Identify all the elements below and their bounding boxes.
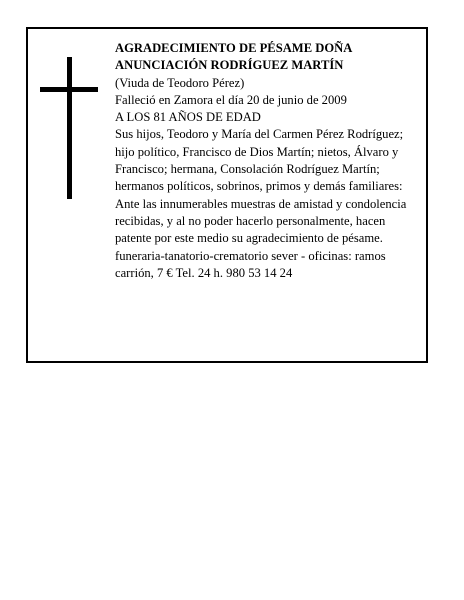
family-list: Sus hijos, Teodoro y María del Carmen Pérez Rodríguez; hijo político, Francisco de Dios Martín; nietos, Álvaro y Francisco; hermana, Consolación Rodríguez Martín; hermanos políticos, sobrinos, primos y demás familiares: — [115, 127, 404, 194]
cross-vertical-bar — [67, 57, 72, 199]
cross-icon — [40, 57, 96, 199]
gratitude-message: Ante las innumerables muestras de amistad y condolencia recibidas, y al no poder hacerlo personalmente, hacen patente por este medio su agradecimiento de pésame. — [115, 196, 407, 246]
notice-title: AGRADECIMIENTO DE PÉSAME DOÑA ANUNCIACIÓN RODRÍGUEZ MARTÍN — [115, 41, 352, 73]
cross-horizontal-bar — [40, 87, 98, 92]
death-info: Falleció en Zamora el día 20 de junio de 2009 — [115, 92, 347, 107]
funeral-home-info: funeraria-tanatorio-crematorio sever - oficinas: ramos carrión, 7 € Tel. 24 h. 980 53 14 24 — [115, 248, 386, 280]
notice-text — [115, 40, 407, 282]
widow-of: (Viuda de Teodoro Pérez) — [115, 75, 245, 90]
age-at-death: A LOS 81 AÑOS DE EDAD — [115, 110, 261, 125]
obituary-notice — [26, 27, 428, 363]
